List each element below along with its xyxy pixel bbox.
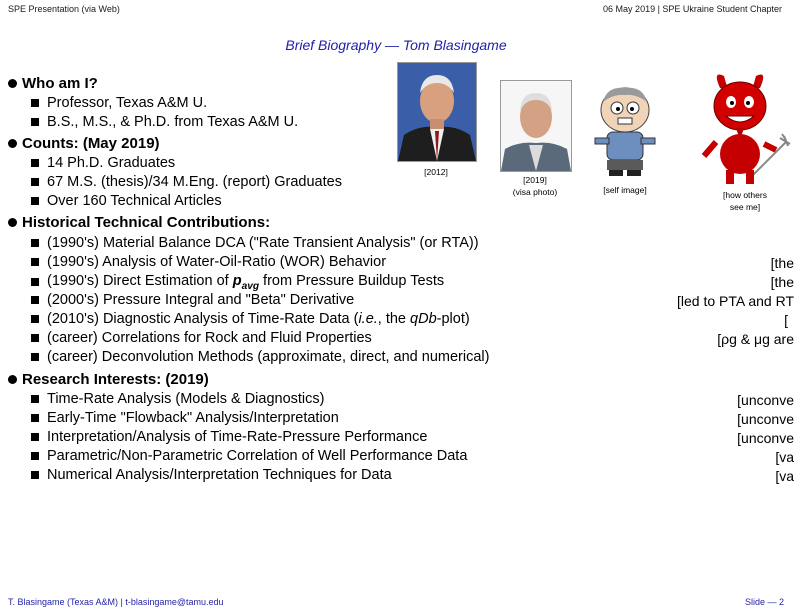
caption-self: [self image] — [603, 185, 647, 195]
caption-others-line2: see me] — [729, 202, 761, 212]
list-item-text: Professor, Texas A&M U. — [47, 95, 208, 111]
note: [unconve — [737, 430, 794, 446]
list-item — [31, 311, 470, 327]
bullet-square — [31, 278, 39, 286]
bullet-square — [31, 452, 39, 460]
list-item — [31, 235, 479, 251]
list-item-text: Interpretation/Analysis of Time-Rate-Pressure Performance — [47, 429, 428, 445]
list-item-text: (career) Correlations for Rock and Fluid Properties — [47, 330, 372, 346]
bullet-square — [31, 433, 39, 441]
list-item — [31, 330, 372, 346]
footer-right: Slide — 2 — [744, 597, 784, 607]
bullet-square — [31, 414, 39, 422]
bullet-square — [31, 197, 39, 205]
bullet-dot — [8, 139, 17, 148]
list-item-text: (2010's) Diagnostic Analysis of Time-Rate Data (i.e., the qDb-plot) — [47, 311, 470, 327]
bullet-square — [31, 178, 39, 186]
portrait-2019-photo — [500, 80, 572, 172]
list-item-text: B.S., M.S., & Ph.D. from Texas A&M U. — [47, 114, 299, 130]
note: [unconve — [737, 392, 794, 408]
note: [the — [770, 274, 794, 290]
page-title: Brief Biography — Tom Blasingame — [285, 37, 507, 53]
bullet-square — [31, 118, 39, 126]
list-item — [31, 467, 392, 483]
list-item-text: (1990's) Analysis of Water-Oil-Ratio (WOR) Behavior — [47, 254, 387, 270]
list-item — [31, 391, 324, 407]
list-item-text: Parametric/Non-Parametric Correlation of Well Performance Data — [47, 448, 468, 464]
list-item — [31, 174, 342, 190]
bullet-dot — [8, 218, 17, 227]
list-item-text: (1990's) Material Balance DCA ("Rate Transient Analysis" (or RTA)) — [47, 235, 479, 251]
list-item-text: (1990's) Direct Estimation of $p_{avg}$ from Pressure Buildup Tests — [47, 273, 445, 292]
note: [led to PTA and RT — [677, 293, 794, 309]
bullet-square — [31, 239, 39, 247]
list-item — [31, 410, 339, 426]
who-heading-text: Who am I? — [22, 75, 98, 92]
list-item — [31, 273, 444, 292]
bullet-square — [31, 395, 39, 403]
list-item-text: (career) Deconvolution Methods (approximate, direct, and numerical) — [47, 349, 490, 365]
list-item — [31, 429, 427, 445]
caption-others-line1: [how others — [723, 190, 767, 200]
list-item-text: 67 M.S. (thesis)/34 M.Eng. (report) Graduates — [47, 174, 342, 190]
caption-2012: [2012] — [424, 167, 448, 177]
caption-2019-line1: [2019] — [523, 175, 547, 185]
note: [ — [784, 312, 788, 328]
list-item-text: Over 160 Technical Articles — [47, 193, 222, 209]
research-heading — [8, 371, 209, 388]
list-item — [31, 155, 175, 171]
caption-2019-line2: (visa photo) — [512, 187, 558, 197]
list-item-text: (2000's) Pressure Integral and "Beta" Derivative — [47, 292, 355, 308]
devil-cartoon — [690, 66, 790, 186]
list-item-text: Time-Rate Analysis (Models & Diagnostics) — [47, 391, 325, 407]
research-heading-text: Research Interests: (2019) — [22, 371, 209, 388]
header-right: 06 May 2019 | SPE Ukraine Student Chapter — [603, 4, 782, 14]
note: [the — [770, 255, 794, 271]
bullet-square — [31, 353, 39, 361]
list-item — [31, 95, 207, 111]
note: [va — [775, 468, 794, 484]
historical-heading — [8, 214, 270, 231]
header-left: SPE Presentation (via Web) — [8, 4, 120, 14]
list-item — [31, 114, 298, 130]
bullet-dot — [8, 79, 17, 88]
portrait-2012-photo — [397, 62, 477, 162]
bullet-square — [31, 471, 39, 479]
bullet-square — [31, 334, 39, 342]
counts-heading — [8, 135, 160, 152]
bullet-square — [31, 296, 39, 304]
list-item-text: Numerical Analysis/Interpretation Techniques for Data — [47, 467, 392, 483]
list-item — [31, 254, 386, 270]
note: [unconve — [737, 411, 794, 427]
caption-2019 — [500, 174, 570, 198]
bullet-square — [31, 258, 39, 266]
bullet-square — [31, 315, 39, 323]
bullet-square — [31, 159, 39, 167]
list-item — [31, 193, 222, 209]
footer-left: T. Blasingame (Texas A&M) | t-blasingame@tamu.edu — [8, 597, 224, 607]
caption-others — [705, 189, 785, 213]
bullet-square — [31, 99, 39, 107]
list-item-text: Early-Time "Flowback" Analysis/Interpretation — [47, 410, 339, 426]
bullet-dot — [8, 375, 17, 384]
self-image-cartoon — [585, 80, 665, 180]
counts-heading-text: Counts: (May 2019) — [22, 135, 160, 152]
note: [va — [775, 449, 794, 465]
list-item-text: 14 Ph.D. Graduates — [47, 155, 176, 171]
list-item — [31, 349, 489, 365]
historical-heading-text: Historical Technical Contributions: — [22, 214, 271, 231]
list-item — [31, 292, 354, 308]
who-heading — [8, 75, 98, 92]
note: [ρg & μg are — [717, 331, 794, 347]
list-item — [31, 448, 467, 464]
